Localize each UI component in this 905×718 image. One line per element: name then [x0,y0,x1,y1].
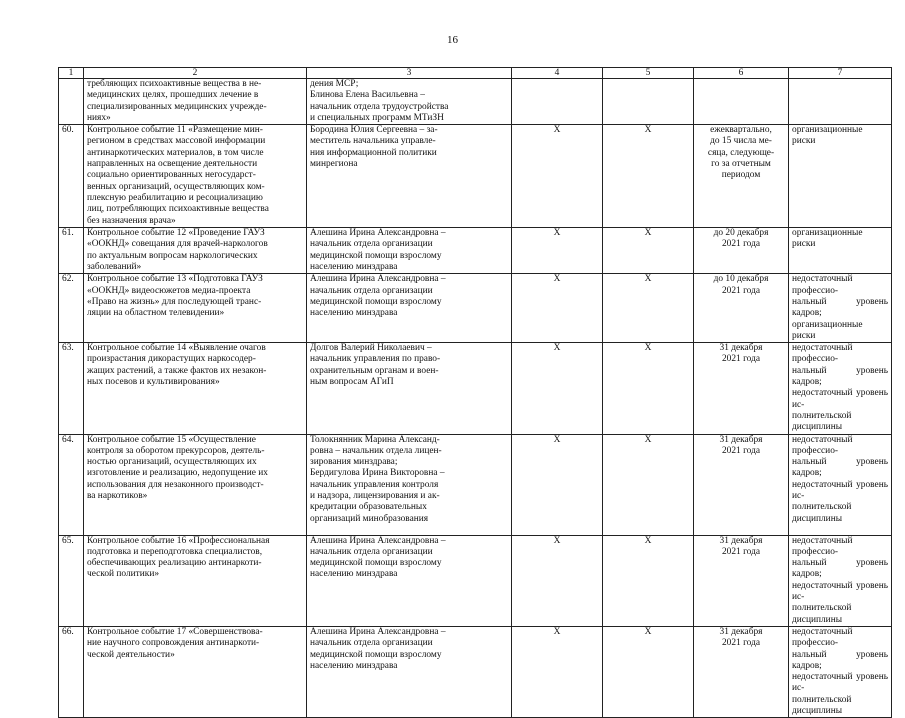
responsible-cell-text: Бородина Юлия Сергеевна – за- меститель начальника управле- ния информационной политики минрегиона [310,125,438,170]
mark-cell-col5-text: Х [644,626,652,637]
row-number [59,79,84,125]
deadline-cell [694,626,789,717]
risks-cell-text: недостаточный профессио- нальный уровень кадров; организационные риски [792,274,888,341]
responsible-cell-text: Толокнянник Марина Александ- ровна – начальник отдела лицен- зирования минздрава; Бердигулова Ирина Викторовна – начальник управления контроля и надзора, лицензирования и ак- кредитации образовательных организаций минобразования [310,434,445,524]
column-header: 2 [84,68,307,79]
mark-cell-col5 [603,434,694,535]
responsible-cell [307,626,512,717]
row-number [59,626,84,717]
mark-cell-col5 [603,274,694,343]
mark-cell-col4 [512,79,603,125]
mark-cell-col4-text: Х [553,274,561,285]
control-event-cell-text: Контрольное событие 14 «Выявление очагов произрастания дикорастущих наркосодер- жащих растений, а также фактов их незакон- ных посевов и культивирования» [87,343,267,388]
responsible-cell [307,343,512,434]
row-number [59,434,84,535]
mark-cell-col5-text: Х [644,228,652,239]
mark-cell-col5-text: Х [644,274,652,285]
mark-cell-col4-text: Х [553,125,561,136]
risks-cell-text: недостаточный профессио- нальный уровень кадров; недостаточный уровень ис- полнительской дисциплины [792,535,888,625]
control-event-cell [84,535,307,626]
risks-cell [789,626,892,717]
control-event-cell-text: Контрольное событие 11 «Размещение мин- регионом в средствах массовой информации антинаркотических материалов, в том числе направленных на освещение деятельности социально ориентированных негосударст- венных организаций, осуществляющих ком- плексную реабилитацию и ресоциализацию лиц, потребляющих психоактивные вещества без назначения врача» [87,125,269,226]
risks-cell [789,79,892,125]
risks-cell [789,535,892,626]
column-header: 5 [603,68,694,79]
row-number-text: 61. [62,228,74,239]
mark-cell-col5-text: Х [644,434,652,445]
column-header: 1 [59,68,84,79]
responsible-cell-text: Алешина Ирина Александровна – начальник отдела организации медицинской помощи взрослому населению минздрава [310,228,446,273]
deadline-cell-text: до 10 декабря 2021 года [713,274,769,296]
row-number [59,125,84,228]
control-event-cell [84,626,307,717]
table-row [59,626,892,717]
risks-cell [789,274,892,343]
row-number [59,274,84,343]
mark-cell-col4-text: Х [553,228,561,239]
risks-cell-text: организационные риски [792,228,863,250]
mark-cell-col4 [512,343,603,434]
responsible-cell-text: Долгов Валерий Николаевич – начальник управления по право- охранительным органам и воен- ным вопросам АГиП [310,343,441,388]
column-header: 6 [694,68,789,79]
mark-cell-col5 [603,626,694,717]
responsible-cell [307,274,512,343]
responsible-cell-text: Алешина Ирина Александровна – начальник отдела организации медицинской помощи взрослому населению минздрава [310,535,446,580]
mark-cell-col4-text: Х [553,626,561,637]
plan-table [58,67,892,718]
control-event-cell-text: Контрольное событие 17 «Совершенствова- ние научного сопровождения антинаркоти- ческой деятельности» [87,626,263,660]
risks-cell [789,343,892,434]
responsible-cell [307,125,512,228]
mark-cell-col4 [512,626,603,717]
responsible-cell-text: Алешина Ирина Александровна – начальник отдела организации медицинской помощи взрослому населению минздрава [310,274,446,319]
mark-cell-col4 [512,125,603,228]
mark-cell-col4 [512,535,603,626]
mark-cell-col5 [603,79,694,125]
control-event-cell [84,79,307,125]
mark-cell-col4-text: Х [553,343,561,354]
responsible-cell [307,434,512,535]
control-event-cell-text: Контрольное событие 15 «Осуществление контроля за оборотом прекурсоров, деятель- ностью организаций, осуществляющих их изготовление и реализацию, недопущение их использования для незаконного производст- ва наркотиков» [87,434,268,502]
control-event-cell [84,125,307,228]
deadline-cell [694,79,789,125]
responsible-cell [307,79,512,125]
mark-cell-col4 [512,434,603,535]
column-header: 4 [512,68,603,79]
risks-cell-text: организационные риски [792,125,863,147]
responsible-cell-text: Алешина Ирина Александровна – начальник отдела организации медицинской помощи взрослому населению минздрава [310,626,446,671]
risks-cell [789,125,892,228]
page-number: 16 [447,34,458,46]
risks-cell-text: недостаточный профессио- нальный уровень кадров; недостаточный уровень ис- полнительской дисциплины [792,434,888,524]
deadline-cell-text: 31 декабря 2021 года [719,434,763,456]
mark-cell-col5-text: Х [644,343,652,354]
control-event-cell-text: Контрольное событие 12 «Проведение ГАУЗ «ООКНД» совещания для врачей-наркологов по актуальным вопросам наркологических заболеваний» [87,228,268,273]
deadline-cell [694,125,789,228]
table-row [59,274,892,343]
row-number-text: 60. [62,125,74,136]
header-row [59,68,892,79]
risks-cell [789,434,892,535]
deadline-cell [694,535,789,626]
row-number [59,535,84,626]
control-event-cell-text: требляющих психоактивные вещества в не- медицинских целях, прошедших лечение в специализированных медицинских учрежде- ниях» [87,79,267,123]
row-number [59,228,84,274]
mark-cell-col4-text: Х [553,434,561,445]
column-header: 7 [789,68,892,79]
deadline-cell [694,274,789,343]
risks-cell-text: недостаточный профессио- нальный уровень кадров; недостаточный уровень ис- полнительской дисциплины [792,343,888,433]
column-header: 3 [307,68,512,79]
deadline-cell-text: 31 декабря 2021 года [719,626,763,649]
mark-cell-col4 [512,274,603,343]
mark-cell-col5 [603,343,694,434]
mark-cell-col5 [603,228,694,274]
mark-cell-col4 [512,228,603,274]
risks-cell-text: недостаточный профессио- нальный уровень кадров; недостаточный уровень ис- полнительской дисциплины [792,626,888,716]
row-number-text: 64. [62,434,74,445]
deadline-cell [694,434,789,535]
responsible-cell [307,535,512,626]
row-number-text: 66. [62,626,74,637]
deadline-cell-text: до 20 декабря 2021 года [713,228,769,250]
control-event-cell-text: Контрольное событие 16 «Профессиональная подготовка и переподготовка специалистов, обеспечивающих реализацию антинаркоти- ческой политики» [87,535,270,580]
mark-cell-col4-text: Х [553,535,561,546]
control-event-cell [84,343,307,434]
deadline-cell-text: ежеквартально, до 15 числа ме- сяца, следующе- го за отчетным периодом [707,125,775,181]
row-number-text: 65. [62,535,74,546]
control-event-cell [84,228,307,274]
deadline-cell [694,343,789,434]
risks-cell [789,228,892,274]
row-number-text: 62. [62,274,74,285]
mark-cell-col5-text: Х [644,535,652,546]
control-event-cell [84,434,307,535]
table-row [59,79,892,125]
table-row [59,228,892,274]
control-event-cell [84,274,307,343]
mark-cell-col5-text: Х [644,125,652,136]
responsible-cell [307,228,512,274]
deadline-cell [694,228,789,274]
table-row [59,343,892,434]
responsible-cell-text: дения МСР; Блинова Елена Васильевна – начальник отдела трудоустройства и специальных программ МТиЗН [310,79,449,123]
row-number [59,343,84,434]
deadline-cell-text: 31 декабря 2021 года [719,343,763,365]
row-number-text: 63. [62,343,74,354]
control-event-cell-text: Контрольное событие 13 «Подготовка ГАУЗ «ООКНД» видеосюжетов медиа-проекта «Право на жизнь» для последующей транс- ляции на областном телевидении» [87,274,263,319]
deadline-cell-text: 31 декабря 2021 года [719,535,763,557]
mark-cell-col5 [603,535,694,626]
table-row [59,535,892,626]
table-row [59,125,892,228]
table-row [59,434,892,535]
mark-cell-col5 [603,125,694,228]
